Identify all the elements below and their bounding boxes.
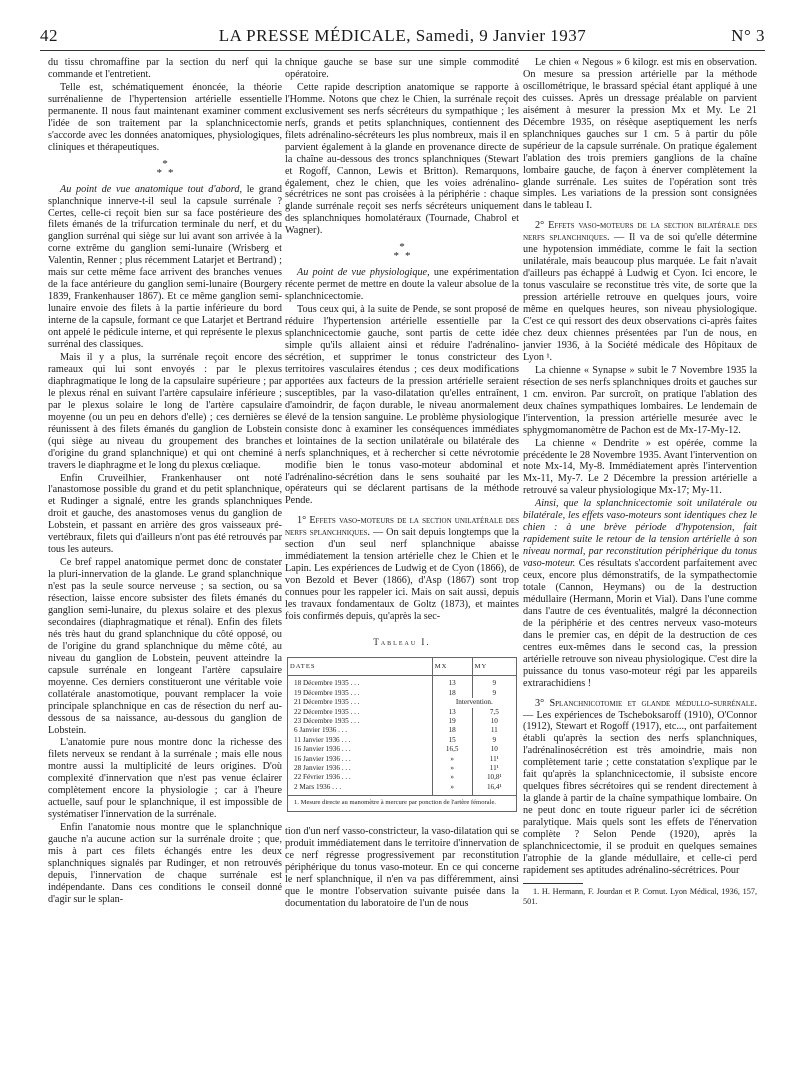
table-row: 23 Décembre 1935 . . . 19 10 <box>288 717 517 726</box>
paragraph: La chienne « Dendrite » est opérée, comme la précédente le 28 Novembre 1935. Avant l'intervention on note Mx-14, My-8. Immédiatement après l'intervention Mx-11, My-7. Le 2 Décembre la pression artérielle a retrouvé sa valeur physiologique Mx-17; My-11. <box>523 437 757 497</box>
column-header: DATES <box>288 657 433 675</box>
paragraph: tion d'un nerf vasso-constricteur, la vaso-dilatation qui se produit immédiatement dans le territoire d'innervation de ce nerf régresse progressivement par reconstitution périphérique du tonus vaso-moteur. En ce qui concerne le nerf splanchnique, il n'en va pas différemment, ainsi que le montre l'observation suivante puisée dans la documentation du laboratoire de l'un de nous <box>285 826 519 909</box>
footnote: 1. H. Hermann, F. Jourdan et P. Cornut. Lyon Médical, 1936, 157, 501. <box>523 886 757 906</box>
table-row: 22 Février 1936 . . . » 10,8¹ <box>288 773 517 782</box>
paragraph: Cette rapide description anatomique se rapporte à l'Homme. Notons que chez le Chien, la surrénale reçoit exclusivement ses nerfs sécréteurs du sympathique ; les nerfs, grands et petits splanchniques, contiennent des filets adrénalino-sécréteurs les plus nombreux, mais il en parvient également à la glande en provenance directe de la chaîne au-dessous des troncs splanchniques (Stewart et Rogoff, Cannon, Lewis et Britton). Remarquons, également, chez le chien, que les voies adrénalino-sécrétrices ne sont pas croisées à la périphérie : chaque glande surrénale reçoit ses nerfs sécréteurs uniquement des splanchniques homolatéraux (Tournade, Chabrol et Wagner). <box>285 81 519 237</box>
journal-title: LA PRESSE MÉDICALE, Samedi, 9 Janvier 1937 <box>218 26 587 45</box>
paragraph: Enfin Cruveilhier, Frankenhauser ont noté l'anastomose possible du grand et du petit splanchnique, et Rudinger a signalé, entre les grands splanchniques droit et gauche, des anastomoses venus du ganglion de Lobstein, et passant en arrière des gros vaisseaux pré-vertébraux, filets qui d'ailleurs n'ont pas été retrouvés par tous les auteurs. <box>48 472 282 556</box>
table-row: 16 Janvier 1936 . . . 16,5 10 <box>288 745 517 754</box>
paragraph: du tissu chromaffine par la section du nerf qui la commande et l'entretient. <box>48 57 282 80</box>
table-note-row <box>288 796 517 812</box>
paragraph: 2° Effets vaso-moteurs de la section bilatérale des nerfs splanchniques. — Il va de soi qu'elle détermine une hypotension immédiate, comme le fait la section unilatérale, mais beaucoup plus marquée. Le fait n'avait d'ailleurs pas échappé à Ludwig et Cyon. Ici encore, le tonus vasculaire se reconstitue très vite, de sorte que la pression artérielle retrouve en quelques jours, voire même en quelques heures, son niveau physiologique. C'est ce qui ressort des deux observations ci-après faites chez deux chiennes présentées par l'un de nous, en janvier 1936, à la Société médicale des Hôpitaux de Lyon ¹. <box>523 220 757 363</box>
italic-lead: Au point de vue physiologique, <box>297 267 430 279</box>
footnote-rule <box>523 883 583 884</box>
paragraph: Au point de vue physiologique, une expérimentation récente permet de mettre en doute la valeur absolue de la splanchnicectomie. <box>285 267 520 303</box>
page-number: 42 <box>40 26 58 45</box>
paragraph: Le chien « Negous » 6 kilogr. est mis en observation. On mesure sa pression artérielle par la méthode oscillométrique, le brassard spécial étant appliqué à une des cuisses. Après un dressage préalable on parvient aisément à mesurer la pression Mx et My. Le 21 Décembre 1935, on résèque aseptiquement les nerfs splanchniques gauches sur 1 cm. 5 à partir du pôle supérieur de la capsule surrénale. On pratique également l'ablation des trois premiers ganglions de la chaîne lombaire gauche, de façon à énerver complètement la glande surrénale. Les suites de l'opération sont très simples. Les variations de la pression sont consignées dans le tableau I. <box>523 57 757 212</box>
section-separator: * ** <box>156 157 180 179</box>
paragraph: Ce bref rappel anatomique permet donc de constater la pluri-innervation de la glande. Le grand splanchnique n'est pas la seule source nerveuse ; sa section, ou sa résection, laisse encore subsister des filets émanés du ganglion semi-lunaire, du plexus solaire et des plexus secondaires (diaphragmatique et rénal). Enfin des filets nés très haut du grand splanchnique du côté opposé, ou de l'origine du grand splanchnique du même côté, au niveau du ganglion de Lobstein, peuvent atteindre la capsule surrénale en longeant l'artère capsulaire moyenne. Ces derniers constitueront une véritable voie collatérale anastomotique, pouvant remplacer la voie principale splanchnique en cas de résection du nerf au-dessous de sa naissance, au-dessous du ganglion de Lobstein. <box>48 557 282 736</box>
paragraph: L'anatomie pure nous montre donc la richesse des filets nerveux se rendant à la surrénale ; mais elle nous montre aussi la multiplicité de leurs origines. D'où complexité d'innervation que n'est pas venue éclairer complètement encore la physiologie ; car à l'heure actuelle, sauf pour le splanchnique, il est impossible de systématiser l'innervation de la surrénale. <box>48 737 282 821</box>
table-row: 22 Décembre 1935 . . . 13 7,5 <box>288 708 517 717</box>
column-left <box>48 57 282 907</box>
column-header: MY <box>472 657 516 675</box>
paragraph: Tous ceux qui, à la suite de Pende, se sont proposé de réduire l'hypertension artérielle essentielle par la splanchnicectomie gauche, sont partis de cette idée simple qu'ils allaient ainsi et réduire l'adrénalino-sécrétion, et supprimer le tonus constricteur des territoires vasculaires étendus ; ces deux modifications apportées aux facteurs de la pression artérielle seraient susceptibles, par la vaso-dilatation qu'elles entraînent, d'amoindrir, de façon durable, le niveau anormalement élevé de la tension sanguine. Le problème physiologique consiste donc à examiner les conséquences immédiates et lointaines de la section unilatérale ou bilatérale des nerfs splanchniques, et à rechercher si cette névrotomie modifie bien le tonus vaso-moteur abdominal et l'adrénalino-sécrétion dans le sens souhaité par les opérateurs qui se déclarent partisans de la méthode Pende. <box>285 304 519 507</box>
subsection-heading: 1° Effets vaso-moteurs de la section unilatérale des nerfs splanchniques. <box>285 515 519 539</box>
subsection-heading: 2° Effets vaso-moteurs de la section bilatérale des nerfs splanchniques. <box>523 220 757 244</box>
running-header <box>40 26 765 48</box>
table-row: 21 Décembre 1935 . . . Intervention. <box>288 698 517 707</box>
paragraph: La chienne « Synapse » subit le 7 Novembre 1935 la résection de ses nerfs splanchniques droits et gauches sur 1 cm. environ. Par surcroît, on pratique l'ablation des deux chaînes sympathiques lombaires. Le lendemain de l'intervention, la pression artérielle mesurée avec le sphygmomanomètre de Pachon est de Mx-17-My-12. <box>523 364 757 436</box>
paragraph: chnique gauche se base sur une simple commodité opératoire. <box>285 57 519 80</box>
table-row: 6 Janvier 1936 . . . 18 11 <box>288 726 517 735</box>
paragraph: Ainsi, que la splanchnicectomie soit unilatérale ou bilatérale, les effets vaso-moteurs sont identiques chez le chien : à une brève période d'hypotension, fait rapidement suite le retour de la tension artérielle à son niveau normal, par reconstitution périphérique du tonus vaso-moteur. Ces résultats s'accordent parfaitement avec ceux, encore plus démonstratifs, de la sympathectomie totale (Cannon, Heymans) ou de la destruction médullaire (Hermann, Morin et Vial). Dans l'une comme dans l'autre de ces éventualités, malgré la déconnection de la périphérie et des centres nerveux vaso-moteurs dans le premier cas, en dépit de la destruction de ces centres eux-mêmes dans le second cas, la pression artérielle retrouve son niveau physiologique. C'est dire la puissance du tonus vaso-moteur régi par les appareils extrarachidiens ! <box>523 498 757 689</box>
italic-lead: Ainsi, que la splanchnicectomie soit unilatérale ou bilatérale, les effets vaso-moteurs sont identiques chez le chien : à une brève période d'hypotension, fait rapidement suite le retour de la tension artérielle à son niveau normal, par reconstitution périphérique du tonus vaso-moteur. <box>523 498 757 570</box>
table-note: 1. Mesure directe au manomètre à mercure par ponction de l'artère fémorale. <box>288 796 517 812</box>
table-row: 19 Décembre 1935 . . . 18 9 <box>288 689 517 698</box>
paragraph: Au point de vue anatomique tout d'abord, le grand splanchnique innerve-t-il seul la capsule surrénale ? Certes, celle-ci reçoit bien sur sa face postérieure des filets émanés de la trifurcation terminale du nerf, et du ganglion surrénal qui siège sur lui avant son arrivée à la corne extrême du ganglion semi-lunaire (Wrisberg et Valentin, Renner ; plus récemment Latarjet et Bertrand) ; mais sur cette même face arrivent des branches venues de la face antérieure du ganglion semi-lunaire (Bourgery 1839, Frankenhauser 1867). Et ce même ganglion semi-lunaire envoie des filets à la partie inférieure du bord interne de la capsule, formant ce que Latarjet et Bertrand ont appelé le pédicule interne, et qui représente le plexus surrénal des classiques. <box>48 183 282 351</box>
data-table <box>287 657 517 812</box>
issue-number: N° 3 <box>731 26 765 45</box>
table-title: Tableau I. <box>373 636 431 647</box>
column-header: MX <box>432 657 472 675</box>
column-middle <box>285 57 519 911</box>
table-row: 28 Janvier 1936 . . . » 11¹ <box>288 764 517 773</box>
table-row: 18 Décembre 1935 . . . 13 9 <box>288 676 517 689</box>
section-separator: * ** <box>393 241 417 263</box>
table-row: 11 Janvier 1936 . . . 15 9 <box>288 736 517 745</box>
table-row: 2 Mars 1936 . . . » 16,4¹ <box>288 783 517 796</box>
column-right <box>523 57 757 907</box>
paragraph: Telle est, schématiquement énoncée, la théorie surrénalienne de l'hypertension artérielle essentielle permanente. Il nous faut maintenant examiner comment l'idée de son traitement par la splanchnicectomie s'accorde avec les données anatomiques, physiologiques, cliniques et thérapeutiques. <box>48 81 282 153</box>
italic-lead: Au point de vue anatomique tout d'abord, <box>60 183 243 195</box>
header-rule <box>40 50 765 51</box>
paragraph: Enfin l'anatomie nous montre que le splanchnique gauche n'a aucune action sur la surrénale droite ; que, mis à part ces filets échangés entre les deux splanchniques signalés par Rudinger, et non retrouvés depuis, l'innervation de chaque surrénale est indépendante. Dans ces conditions le conseil donné d'agir sur le splan- <box>48 822 282 905</box>
paragraph: Mais il y a plus, la surrénale reçoit encore des rameaux qui lui sont envoyés : par le plexus diaphragmatique le long de la capsulaire supérieure ; par le plexus rénal en suivant l'artère capsulaire inférieure ; par le plexus solaire le long de l'artère capsulaire moyenne (ou un peu en dehors d'elle) ; ces dernières se réunissent à des filets émanés du ganglion de Lobstein (qui siège au niveau du groupement des branches d'origine du grand splanchnique) et qui ont cheminé à travers le diaphragme et le long du plexus cœliaque. <box>48 351 282 471</box>
paragraph: 3° Splanchnicotomie et glande médullo-surrénale. — Les expériences de Tscheboksaroff (1910), O'Connor (1912), Stewart et Rogoff (1917), etc..., ont parfaitement établi qu'après la section des nerfs splanchniques, l'adrénalinosécrétion est très amoindrie, mais non complètement tarie ; cette constatation s'explique par le fait qu'après la splanchnicectomie, il subsiste encore quelques fibres sécrétoires qui se rendent directement à la glande à partir de la chaîne sympathique lombaire. On ne peut donc en toute rigueur parler ici de sécrétion paralytique. Mais quels sont les effets de l'énervation complète ? Selon Pende (1920), après la splanchnicectomie, il se produit en quelques semaines l'atrophie de la glande médullaire, et celle-ci perd rapidement ses aptitudes adrénalino-sécrétrices. Pour <box>523 697 757 876</box>
table-row: 16 Janvier 1936 . . . » 11¹ <box>288 755 517 764</box>
subsection-heading: 3° Splanchnicotomie et glande médullo-surrénale. <box>535 697 757 709</box>
paragraph: 1° Effets vaso-moteurs de la section unilatérale des nerfs splanchniques. — On sait depuis longtemps que la section d'un seul nerf splanchnique abaisse immédiatement la tension artérielle chez le Chien et le Lapin. Les expériences de Ludwig et de Cyon (1866), de von Bezold et Bever (1866), d'Asp (1867) sont trop connues pour les rappeler ici. Mais on sait aussi, depuis les travaux fondamentaux de Goltz (1873), et maintes fois confirmés depuis, qu'après la sec- <box>285 515 519 622</box>
